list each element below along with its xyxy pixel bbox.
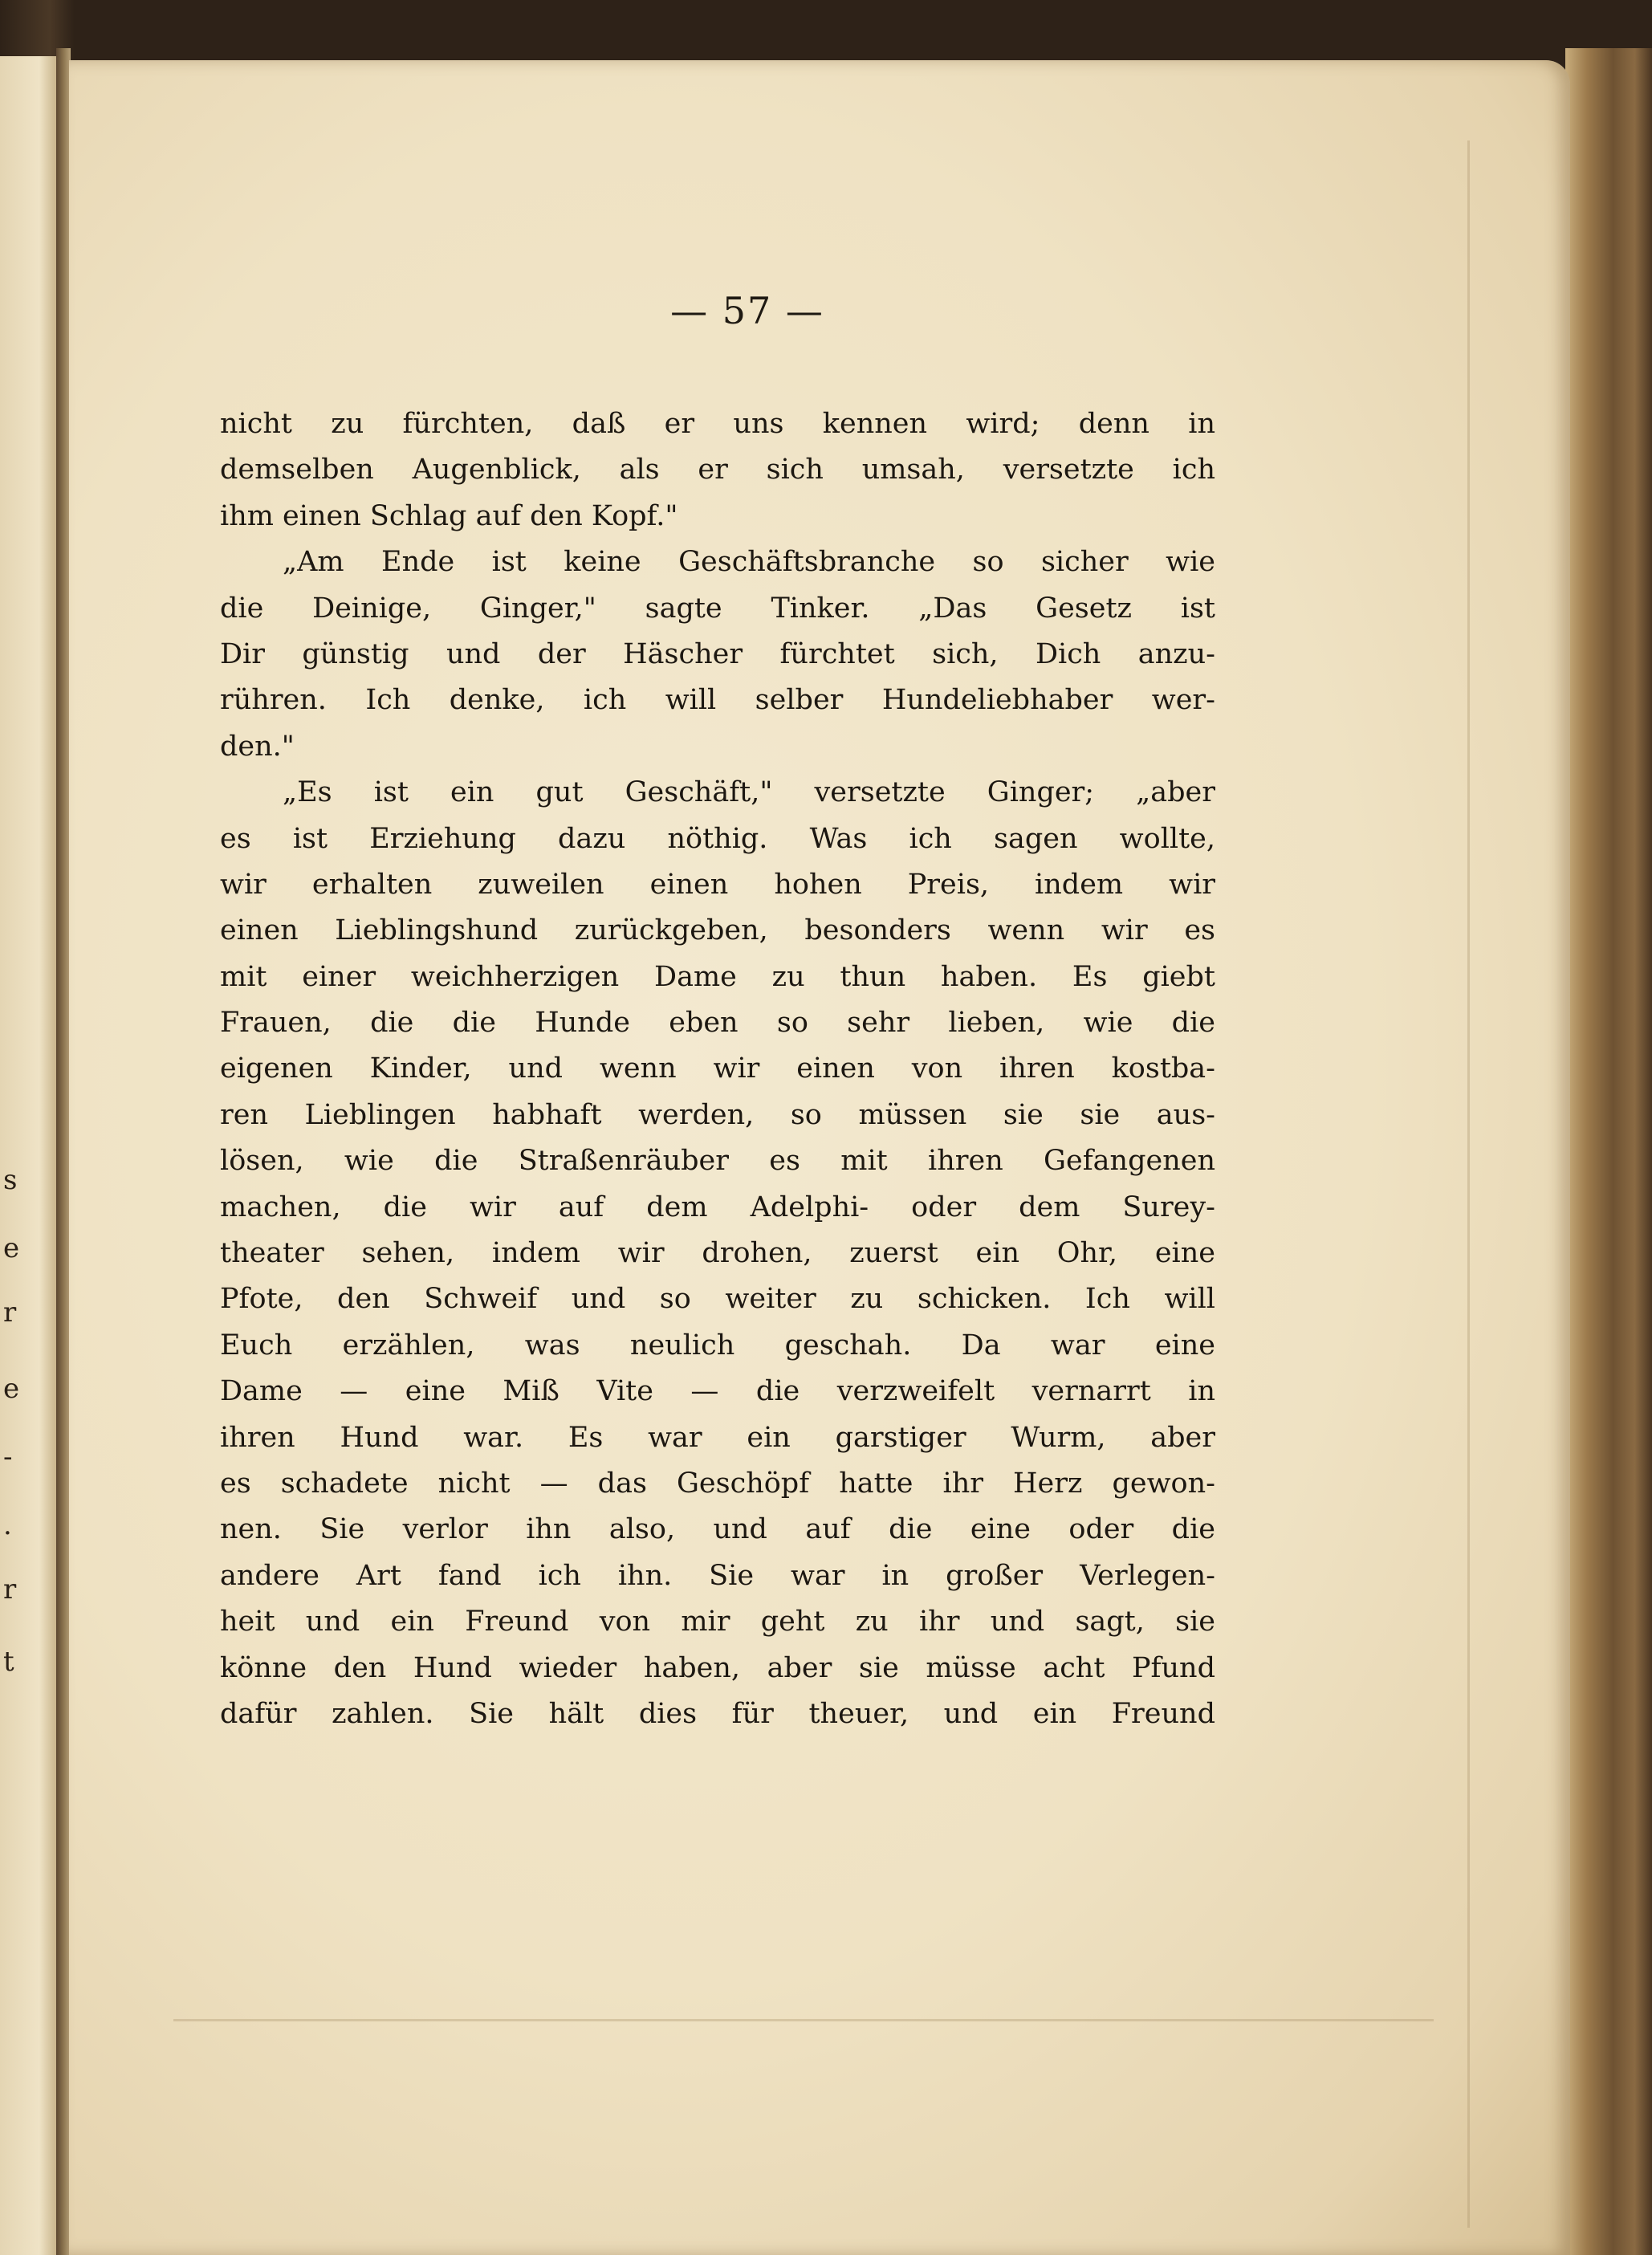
- text-line: „Am Ende ist keine Geschäftsbranche so sicher wie: [283, 546, 1215, 579]
- text-line: nen. Sie verlor ihn also, und auf die eine oder die: [220, 1513, 1215, 1546]
- left-page-char: r: [3, 1296, 17, 1329]
- text-line: es ist Erziehung dazu nöthig. Was ich sagen wollte,: [220, 822, 1215, 855]
- text-line: ren Lieblingen habhaft werden, so müssen sie sie aus-: [220, 1098, 1215, 1131]
- left-page-char: r: [3, 1573, 17, 1606]
- text-line: andere Art fand ich ihn. Sie war in großer Verlegen-: [220, 1559, 1215, 1592]
- text-line: den.": [220, 730, 295, 763]
- text-line: lösen, wie die Straßenräuber es mit ihren Gefangenen: [220, 1145, 1215, 1178]
- text-line: die Deinige, Ginger," sagte Tinker. „Das Gesetz ist: [220, 592, 1215, 625]
- left-page-char: t: [3, 1646, 14, 1678]
- book-fore-edge: [1565, 48, 1652, 2255]
- text-line: dafür zahlen. Sie hält dies für theuer, und ein Freund: [220, 1697, 1215, 1730]
- text-line: „Es ist ein gut Geschäft," versetzte Ginger; „aber: [283, 776, 1215, 809]
- left-page-char: -: [3, 1441, 13, 1473]
- text-line: nicht zu fürchten, daß er uns kennen wird; denn in: [220, 408, 1215, 440]
- text-line: wir erhalten zuweilen einen hohen Preis, indem wir: [220, 868, 1215, 901]
- text-line: Dame — eine Miß Vite — die verzweifelt vernarrt in: [220, 1375, 1215, 1408]
- text-line: eigenen Kinder, und wenn wir einen von ihren kostba-: [220, 1052, 1215, 1085]
- left-page-edge: [0, 56, 56, 2255]
- text-line: machen, die wir auf dem Adelphi- oder dem Surey-: [220, 1191, 1215, 1223]
- text-line: heit und ein Freund von mir geht zu ihr und sagt, sie: [220, 1606, 1215, 1638]
- text-line: rühren. Ich denke, ich will selber Hundeliebhaber wer-: [220, 684, 1215, 717]
- text-line: einen Lieblingshund zurückgeben, besonders wenn wir es: [220, 914, 1215, 947]
- page-crease: [1467, 140, 1470, 2228]
- left-page-char: s: [3, 1164, 18, 1196]
- book-page: [69, 60, 1570, 2255]
- text-line: ihren Hund war. Es war ein garstiger Wurm, aber: [220, 1421, 1215, 1454]
- plate-mark: [173, 2019, 1434, 2021]
- text-line: könne den Hund wieder haben, aber sie müsse acht Pfund: [220, 1651, 1215, 1684]
- left-page-char: .: [3, 1509, 12, 1541]
- text-line: theater sehen, indem wir drohen, zuerst ein Ohr, eine: [220, 1237, 1215, 1270]
- text-line: es schadete nicht — das Geschöpf hatte ihr Herz gewon-: [220, 1467, 1215, 1500]
- page-number: — 57 —: [670, 289, 824, 332]
- body-text: [220, 401, 1215, 1737]
- text-line: mit einer weichherzigen Dame zu thun haben. Es giebt: [220, 960, 1215, 993]
- text-line: Frauen, die die Hunde eben so sehr lieben, wie die: [220, 1007, 1215, 1040]
- text-line: Pfote, den Schweif und so weiter zu schicken. Ich will: [220, 1283, 1215, 1316]
- text-line: Euch erzählen, was neulich geschah. Da war eine: [220, 1329, 1215, 1362]
- left-page-char: e: [3, 1373, 20, 1405]
- left-page-char: e: [3, 1232, 20, 1264]
- text-line: ihm einen Schlag auf den Kopf.": [220, 499, 678, 532]
- text-line: demselben Augenblick, als er sich umsah, versetzte ich: [220, 454, 1215, 486]
- text-line: Dir günstig und der Häscher fürchtet sich, Dich anzu-: [220, 637, 1215, 670]
